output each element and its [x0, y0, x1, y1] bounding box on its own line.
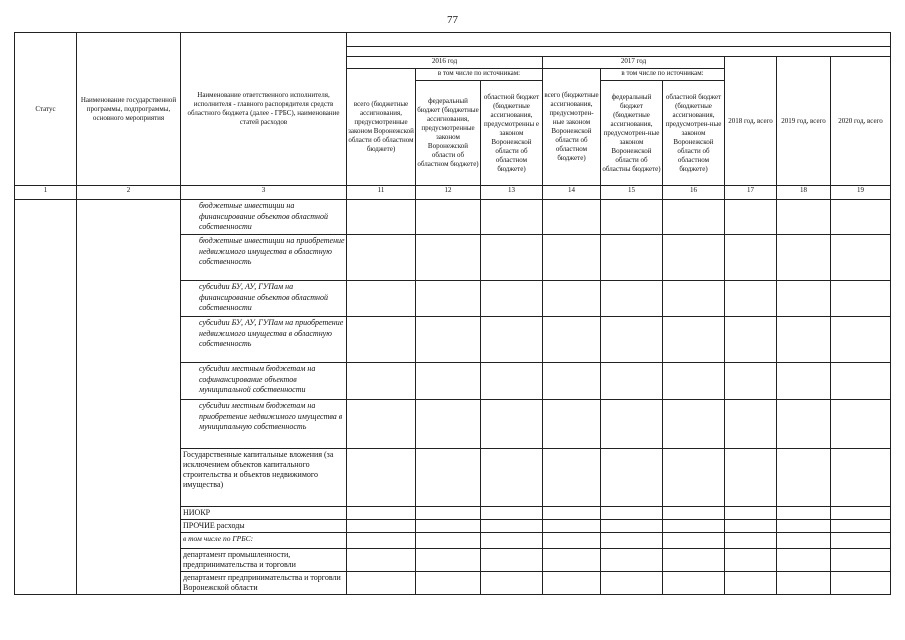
header-federal-2017: федеральный бюджет (бюджетные ассигнования, предусмотрен-ные законом Воронежской области об областны бюджете)	[601, 81, 663, 186]
header-total-2016: всего (бюджетные ассигнования, предусмотренные законом Воронежской области об областном бюджете)	[347, 69, 416, 186]
header-2019: 2019 год, всего	[777, 57, 831, 186]
column-number: 18	[777, 186, 831, 200]
column-number: 19	[831, 186, 891, 200]
column-number: 16	[663, 186, 725, 200]
header-2020: 2020 год, всего	[831, 57, 891, 186]
row-label: субсидии БУ, АУ, ГУПам на приобретение недвижимого имущества в областную собственность	[181, 317, 347, 363]
budget-table	[14, 32, 891, 595]
column-number: 13	[481, 186, 543, 200]
header-year-2017: 2017 год	[543, 57, 725, 69]
row-label: ПРОЧИЕ расходы	[181, 520, 347, 533]
row-label: департамент предпринимательства и торговли Воронежской области	[181, 572, 347, 595]
status-cell	[15, 200, 77, 595]
row-label: бюджетные инвестиции на приобретение недвижимого имущества в областную собственность	[181, 235, 347, 281]
header-regional-2017: областной бюджет (бюджетные ассигнования, предусмотрен-ные законом Воронежской области об областном бюджете)	[663, 81, 725, 186]
table-row	[15, 200, 891, 235]
column-number-row	[15, 186, 891, 200]
header-status: Статус	[15, 33, 77, 186]
column-number: 3	[181, 186, 347, 200]
header-including-2016: в том числе по источникам:	[416, 69, 543, 81]
row-label: субсидии местным бюджетам на софинансирование объектов муниципальной собственности	[181, 363, 347, 400]
row-label: в том числе по ГРБС:	[181, 533, 347, 549]
row-label: Государственные капитальные вложения (за исключением объектов капитального строительства и объектов недвижимого имущества)	[181, 449, 347, 507]
header-2018: 2018 год, всего	[725, 57, 777, 186]
column-number: 11	[347, 186, 416, 200]
header-blank-band	[347, 33, 891, 47]
header-including-2017: в том числе по источникам:	[601, 69, 725, 81]
column-number: 12	[416, 186, 481, 200]
column-number: 14	[543, 186, 601, 200]
column-number: 2	[77, 186, 181, 200]
header-executor: Наименование ответственного исполнителя, исполнителя - главного распорядителя средств областного бюджета (далее - ГРБС), наименование статей расходов	[181, 33, 347, 186]
column-number: 15	[601, 186, 663, 200]
header-regional-2016: областной бюджет (бюджетные ассигнования, предусмотренны е законом Воронежской области об областном бюджете)	[481, 81, 543, 186]
row-label: НИОКР	[181, 507, 347, 520]
page-number: 77	[447, 14, 458, 26]
column-number: 17	[725, 186, 777, 200]
header-blank-band-2	[347, 47, 891, 57]
header-year-2016: 2016 год	[347, 57, 543, 69]
program-cell	[77, 200, 181, 595]
row-label: субсидии местным бюджетам на приобретение недвижимого имущества в муниципальную собственность	[181, 400, 347, 449]
column-number: 1	[15, 186, 77, 200]
header-program: Наименование государственной программы, подпрограммы, основного мероприятия	[77, 33, 181, 186]
header-federal-2016: федеральный бюджет (бюджетные ассигнования, предусмотренные законом Воронежской области об областном бюджете)	[416, 81, 481, 186]
header-total-2017: всего (бюджетные ассигнования, предусмотрен-ные законом Воронежской области об областном бюджете)	[543, 69, 601, 186]
row-label: бюджетные инвестиции на финансирование объектов областной собственности	[181, 200, 347, 235]
row-label: субсидии БУ, АУ, ГУПам на финансирование объектов областной собственности	[181, 281, 347, 317]
row-label: департамент промышленности, предпринимательства и торговли	[181, 549, 347, 572]
